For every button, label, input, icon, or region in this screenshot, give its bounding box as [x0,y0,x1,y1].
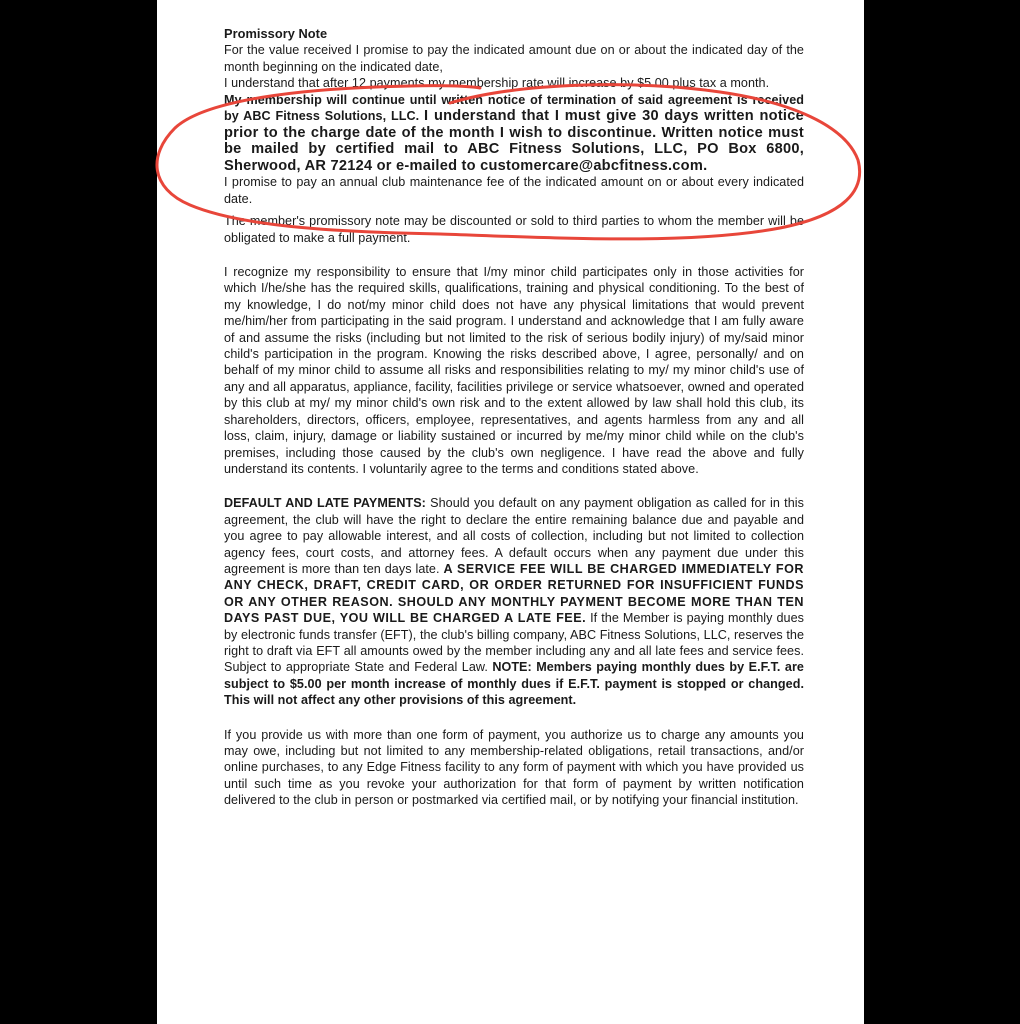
termination-notice-text: I understand that I must give 30 days written notice prior to the charge date of the month I wish to discontinue. Written notice must be mailed by certified mail to ABC Fitness Solutions, LLC, PO Box 6800, Sherwood, AR 72124 or e-mailed to customercare@abcfitness.com. [224,108,804,174]
maintenance-fee-paragraph: I promise to pay an annual club maintenance fee of the indicated amount on or about every indicated date. [224,175,804,206]
discount-paragraph: The member's promissory note may be discounted or sold to third parties to whom the member will be obligated to make a full payment. [224,214,804,245]
document-body [224,26,804,809]
rate-increase-paragraph: I understand that after 12 payments my membership rate will increase by $5.00 plus tax a month. [224,76,770,91]
termination-bold-text: My membership will continue until written notice of termination of said agreement is received by ABC Fitness Solutions, LLC. [224,92,804,124]
page-title: Promissory Note [224,26,328,41]
promise-paragraph: For the value received I promise to pay the indicated amount due on or about the indicated day of the month beginning on the indicated date, [224,43,804,74]
eft-note-text: NOTE: Members paying monthly dues by E.F.T. are subject to $5.00 per month increase of monthly dues if E.F.T. payment is stopped or changed. This will not affect any other provisions of this agreement. [224,660,804,708]
termination-paragraph [224,92,804,175]
eft-text: If the Member is paying monthly dues by electronic funds transfer (EFT), the club's billing company, ABC Fitness Solutions, LLC, reserves the right to draft via EFT all amounts owed by the member including any and all late fees and service fees. Subject to appropriate State and Federal Law. [224,611,804,675]
default-heading: DEFAULT AND LATE PAYMENTS: [224,496,426,511]
document-page [157,0,864,1024]
service-fee-caps-text: A SERVICE FEE WILL BE CHARGED IMMEDIATELY FOR ANY CHECK, DRAFT, CREDIT CARD, OR ORDER RETURNED FOR INSUFFICIENT FUNDS OR ANY OTHER REASON. SHOULD ANY MONTHLY PAYMENT BECOME MORE THAN TEN DAYS PAST DUE, YOU WILL BE CHARGED A LATE FEE. [224,561,805,626]
waiver-paragraph: I recognize my responsibility to ensure that I/my minor child participates only in those activities for which I/he/she has the required skills, qualifications, training and physical conditioning. To the best of my knowledge, I do not/my minor child does not have any physical limitations that would prevent me/him/her from participating in the said program. I understand and acknowledge that I am fully aware of and assume the risks (including but not limited to the risk of serious bodily injury) of my/said minor child's participation in the program. Knowing the risks described above, I agree, personally/ and on behalf of my minor child to assume all risks and responsibilities relating to my/ my minor child's use of any and all apparatus, appliance, facility, facilities privilege or service whatsoever, owned and operated by this club at my/ my minor child's own risk and to the extent allowed by law shall hold this club, its shareholders, directors, officers, employee, representatives, and agents harmless from any and all loss, claim, injury, damage or liability sustained or incurred by me/my minor child while on the club's premises, including those caused by the club's own negligence. I have read the above and fully understand its contents. I voluntarily agree to the terms and conditions stated above. [224,265,804,476]
default-text: Should you default on any payment obligation as called for in this agreement, the club will have the right to declare the entire remaining balance due and payable and you agree to pay allowable interest, and all costs of collection, including but not limited to collection agency fees, court costs, and attorney fees. A default occurs when any payment due under this agreement is more than ten days late. [224,496,804,576]
default-payments-paragraph [224,495,804,708]
payment-authorization-paragraph: If you provide us with more than one form of payment, you authorize us to charge any amounts you may owe, including but not limited to any membership-related obligations, retail transactions, and/or online purchases, to any Edge Fitness facility to any form of payment with which you have provided us until such time as you revoke your authorization for that form of payment by written notification delivered to the club in person or postmarked via certified mail, or by notifying your financial institution. [224,727,804,808]
